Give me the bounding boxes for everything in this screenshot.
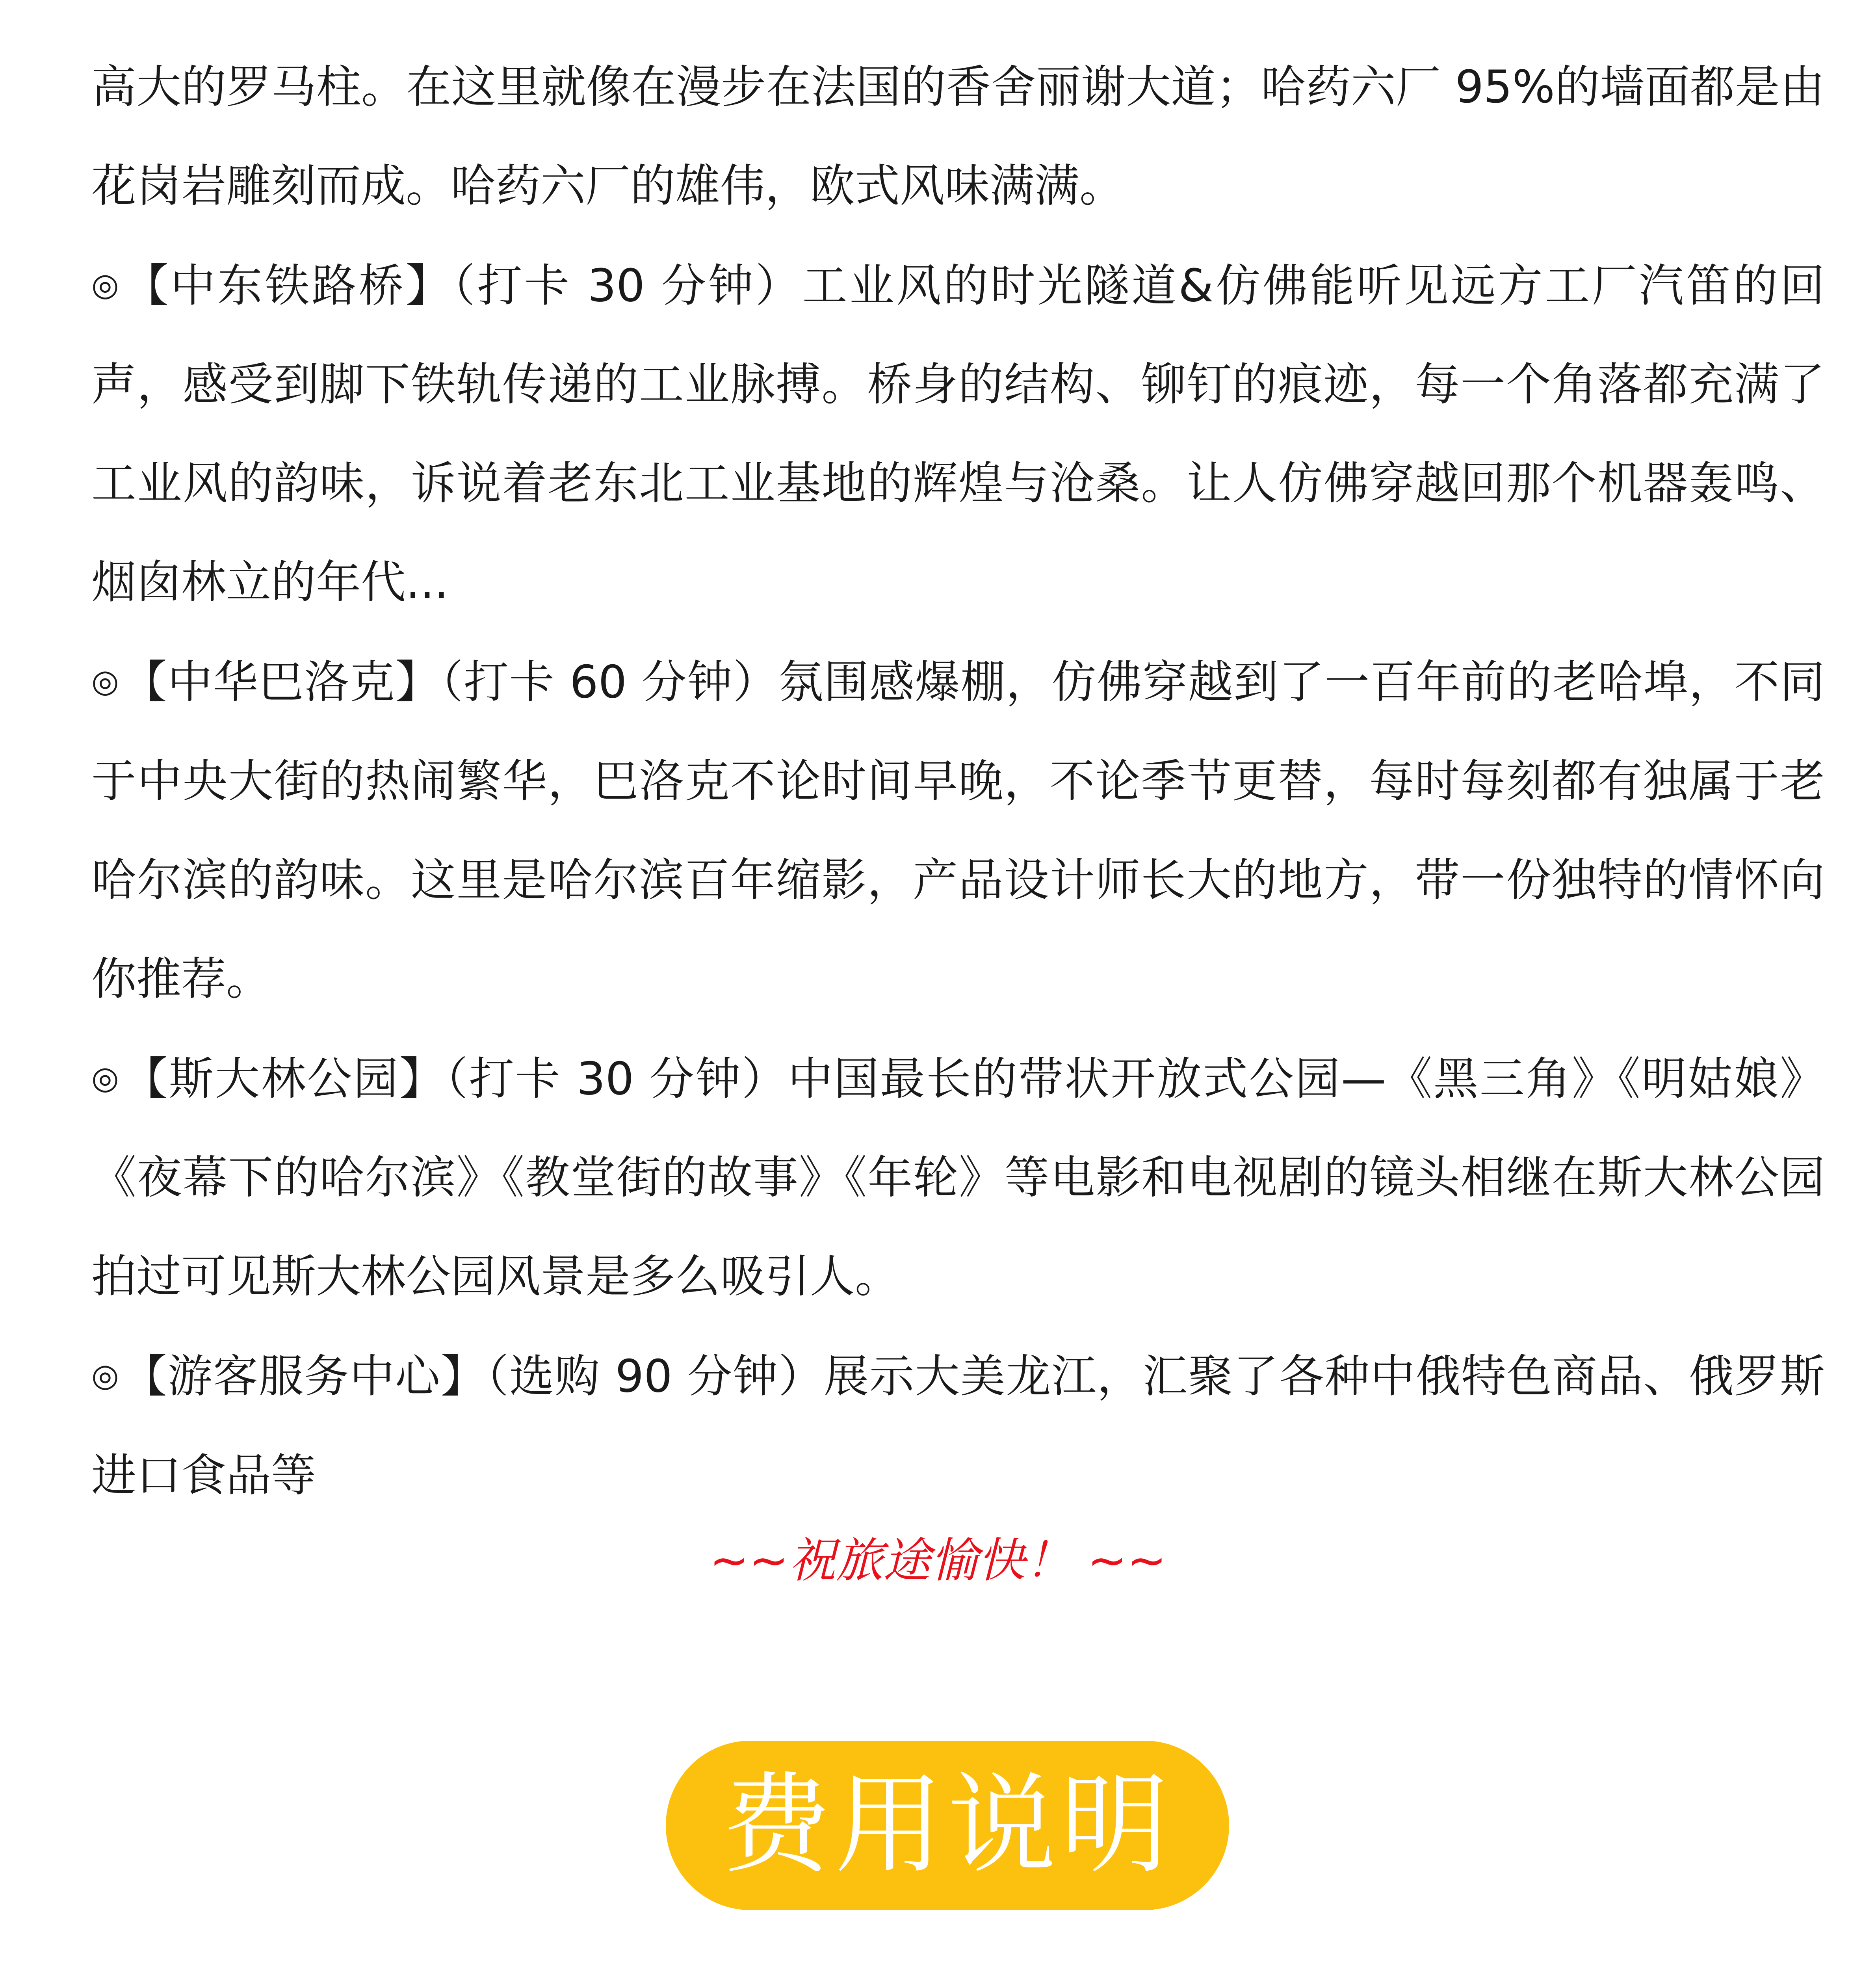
section-stalin-park <box>91 1028 1825 1326</box>
bullet-icon: ◎ <box>91 266 121 303</box>
itinerary-text <box>91 37 1825 1525</box>
section-text: 【游客服务中心】（选购 90 分钟）展示大美龙江，汇聚了各种中俄特色商品、俄罗斯进口食品等 <box>91 1350 1825 1502</box>
section-text: 【斯大林公园】（打卡 30 分钟）中国最长的带状开放式公园—《黑三角》《明姑娘》《夜幕下的哈尔滨》《教堂街的故事》《年轮》等电影和电视剧的镜头相继在斯大林公园拍过可见斯大林公园风景是多么吸引人。 <box>91 1052 1825 1303</box>
bullet-icon: ◎ <box>91 1357 120 1394</box>
section-chinese-baroque <box>91 632 1825 1028</box>
bullet-icon: ◎ <box>91 663 120 700</box>
section-visitor-center <box>91 1326 1825 1524</box>
bullet-icon: ◎ <box>91 1059 120 1096</box>
section-text: 【中华巴洛克】（打卡 60 分钟）氛围感爆棚，仿佛穿越到了一百年前的老哈埠，不同于中央大街的热闹繁华，巴洛克不论时间早晚，不论季节更替，每时每刻都有独属于老哈尔滨的韵味。这里是哈尔滨百年缩影，产品设计师长大的地方，带一份独特的情怀向你推荐。 <box>91 656 1825 1005</box>
section-text: 【中东铁路桥】（打卡 30 分钟）工业风的时光隧道&仿佛能听见远方工厂汽笛的回声，感受到脚下铁轨传递的工业脉搏。桥身的结构、铆钉的痕迹，每一个角落都充满了工业风的韵味，诉说着老东北工业基地的辉煌与沧桑。让人仿佛穿越回那个机器轰鸣、烟囱林立的年代... <box>91 259 1825 609</box>
section-title-badge <box>666 1741 1229 1910</box>
section-title: 费用说明 <box>722 1762 1173 1888</box>
intro-paragraph: 高大的罗马柱。在这里就像在漫步在法国的香舍丽谢大道；哈药六厂 95%的墙面都是由花岗岩雕刻而成。哈药六厂的雄伟，欧式风味满满。 <box>91 61 1825 212</box>
section-zhongdong-bridge <box>91 235 1825 632</box>
farewell-wish: ~~祝旅途愉快！ ~~ <box>709 1533 1167 1588</box>
